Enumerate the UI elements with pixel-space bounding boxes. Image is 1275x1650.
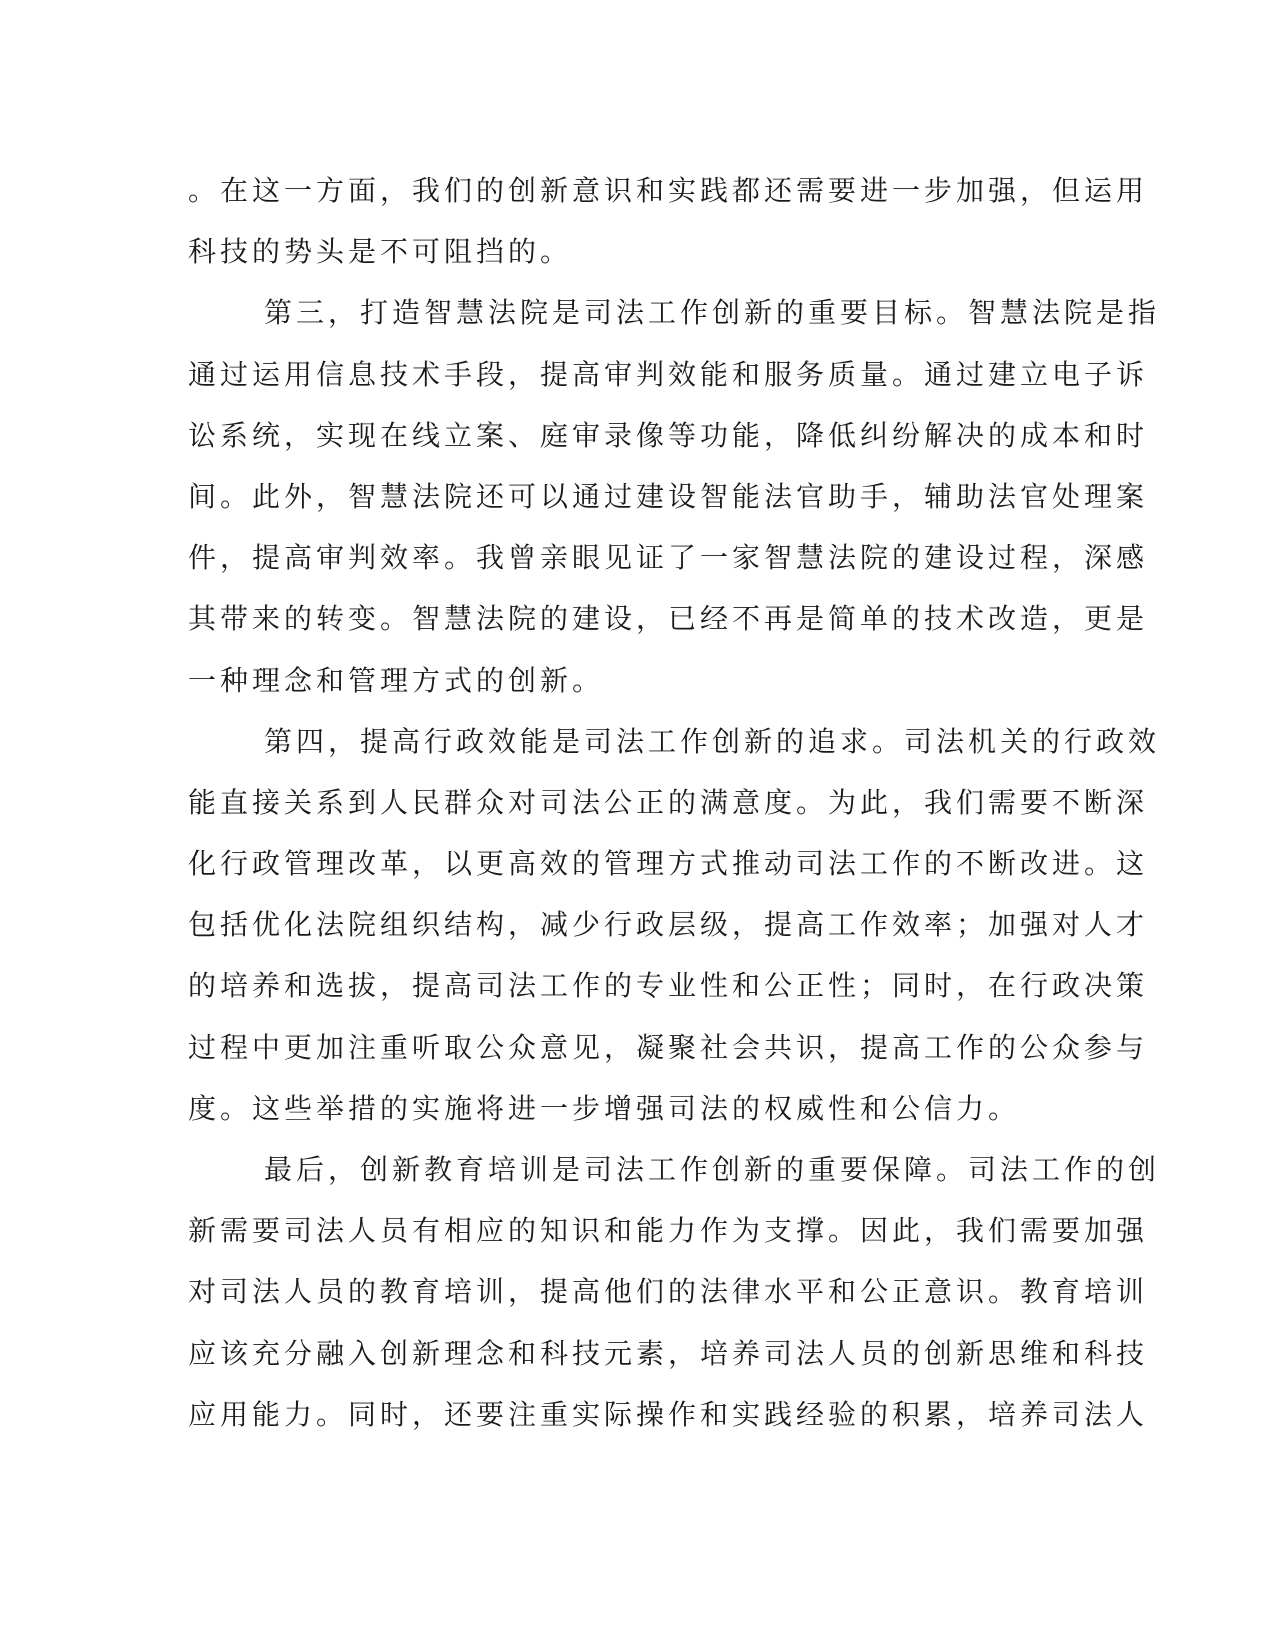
text-line: 。在这一方面，我们的创新意识和实践都还需要进一步加强，但运用 [188, 174, 1149, 207]
text-line: 其带来的转变。智慧法院的建设，已经不再是简单的技术改造，更是 [188, 602, 1149, 636]
text-line: 应该充分融入创新理念和科技元素，培养司法人员的创新思维和科技 [188, 1336, 1149, 1370]
text-line: 包括优化法院组织结构，减少行政层级，提高工作效率；加强对人才 [188, 908, 1149, 942]
text-line: 度。这些举措的实施将进一步增强司法的权威性和公信力。 [188, 1091, 1021, 1125]
text-line: 一种理念和管理方式的创新。 [188, 663, 605, 697]
text-line: 的培养和选拔，提高司法工作的专业性和公正性；同时，在行政决策 [188, 969, 1149, 1003]
text-line: 通过运用信息技术手段，提高审判效能和服务质量。通过建立电子诉 [188, 357, 1149, 391]
text-line: 新需要司法人员有相应的知识和能力作为支撑。因此，我们需要加强 [188, 1214, 1149, 1248]
text-line: 讼系统，实现在线立案、庭审录像等功能，降低纠纷解决的成本和时 [188, 418, 1149, 452]
text-line: 间。此外，智慧法院还可以通过建设智能法官助手，辅助法官处理案 [188, 479, 1149, 513]
text-line: 科技的势头是不可阻挡的。 [188, 235, 573, 269]
text-line: 应用能力。同时，还要注重实际操作和实践经验的积累，培养司法人 [188, 1397, 1149, 1431]
paragraph-start-line: 最后，创新教育培训是司法工作创新的重要保障。司法工作的创 [264, 1153, 1161, 1186]
text-line: 过程中更加注重听取公众意见，凝聚社会共识，提高工作的公众参与 [188, 1030, 1149, 1064]
text-line: 对司法人员的教育培训，提高他们的法律水平和公正意识。教育培训 [188, 1275, 1149, 1309]
text-line: 化行政管理改革，以更高效的管理方式推动司法工作的不断改进。这 [188, 847, 1149, 881]
document-body [188, 160, 1161, 1445]
paragraph-start-line: 第三，打造智慧法院是司法工作创新的重要目标。智慧法院是指 [264, 296, 1161, 330]
text-line: 能直接关系到人民群众对司法公正的满意度。为此，我们需要不断深 [188, 785, 1149, 819]
text-line: 件，提高审判效率。我曾亲眼见证了一家智慧法院的建设过程，深感 [188, 541, 1149, 575]
paragraph-start-line: 第四，提高行政效能是司法工作创新的追求。司法机关的行政效 [264, 724, 1161, 758]
